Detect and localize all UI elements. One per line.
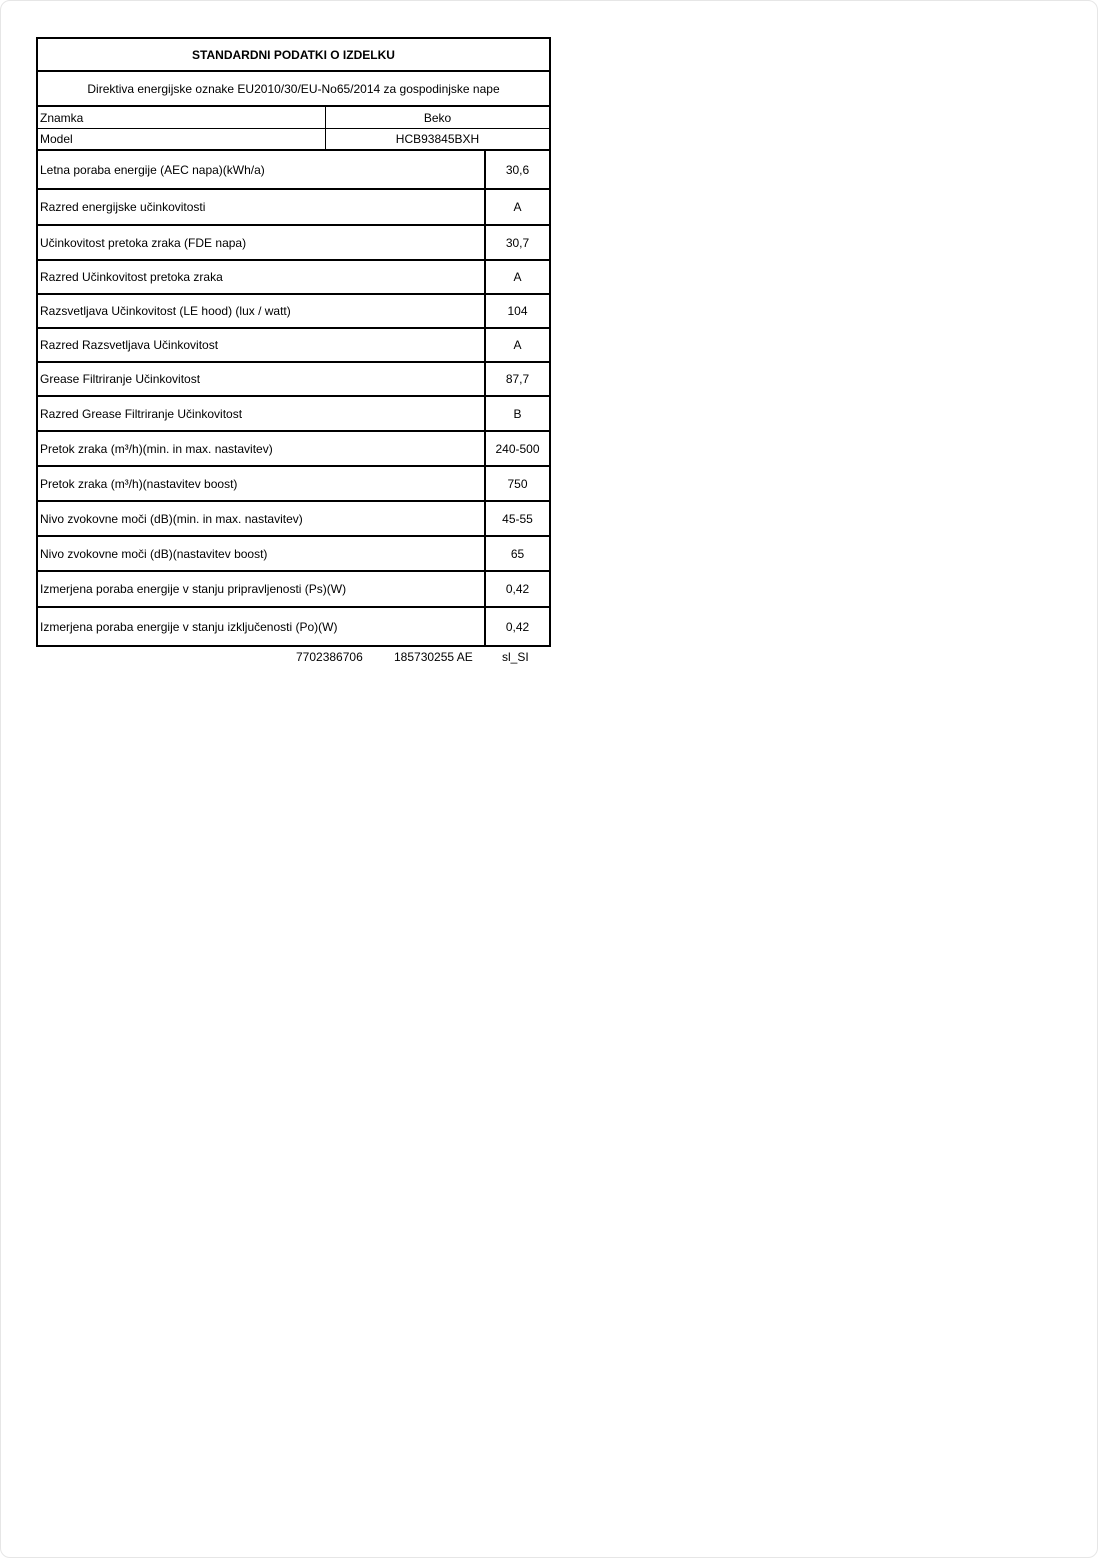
row-label: Nivo zvokovne moči (dB)(nastavitev boost) xyxy=(38,537,486,570)
row-value: 0,42 xyxy=(505,619,530,634)
row-value: 87,7 xyxy=(505,372,530,386)
row-label: Pretok zraka (m³/h)(min. in max. nastavitev) xyxy=(38,432,486,465)
row-label: Pretok zraka (m³/h)(nastavitev boost) xyxy=(38,467,486,500)
row-value: A xyxy=(513,270,522,284)
footer-code-2: 185730255 AE xyxy=(394,650,473,664)
footer-code-1: 7702386706 xyxy=(296,650,363,664)
row-label: Izmerjena poraba energije v stanju izključenosti (Po)(W) xyxy=(38,608,486,645)
table-title: STANDARDNI PODATKI O IZDELKU xyxy=(38,39,549,72)
table-row xyxy=(38,363,549,397)
brand-row xyxy=(38,107,549,129)
model-label: Model xyxy=(38,129,326,149)
table-row xyxy=(38,151,549,190)
row-label: Grease Filtriranje Učinkovitost xyxy=(38,363,486,395)
row-value: A xyxy=(513,200,522,214)
table-row xyxy=(38,190,549,226)
row-value: 750 xyxy=(507,476,528,491)
row-label: Razred Razsvetljava Učinkovitost xyxy=(38,329,486,361)
row-value: 65 xyxy=(510,546,525,561)
brand-label: Znamka xyxy=(38,107,326,128)
product-data-table xyxy=(36,37,551,647)
row-label: Razred energijske učinkovitosti xyxy=(38,190,486,224)
row-value: B xyxy=(513,406,522,421)
data-rows xyxy=(38,151,549,645)
row-label: Učinkovitost pretoka zraka (FDE napa) xyxy=(38,226,486,259)
row-label: Razred Grease Filtriranje Učinkovitost xyxy=(38,397,486,430)
table-row xyxy=(38,261,549,295)
row-value: 30,6 xyxy=(505,162,530,177)
row-value: 45-55 xyxy=(502,511,533,526)
model-value: HCB93845BXH xyxy=(395,132,480,146)
table-row xyxy=(38,467,549,502)
table-row xyxy=(38,397,549,432)
row-label: Nivo zvokovne moči (dB)(min. in max. nastavitev) xyxy=(38,502,486,535)
row-label: Razsvetljava Učinkovitost (LE hood) (lux / watt) xyxy=(38,295,486,327)
table-row xyxy=(38,572,549,608)
row-label: Razred Učinkovitost pretoka zraka xyxy=(38,261,486,293)
footer-locale: sl_SI xyxy=(502,650,529,664)
brand-value: Beko xyxy=(423,110,452,125)
row-label: Letna poraba energije (AEC napa)(kWh/a) xyxy=(38,151,486,188)
table-row xyxy=(38,608,549,645)
table-row xyxy=(38,295,549,329)
table-row xyxy=(38,537,549,572)
table-row xyxy=(38,432,549,467)
model-row xyxy=(38,129,549,151)
row-value: A xyxy=(513,338,522,352)
row-value: 104 xyxy=(507,304,528,318)
row-value: 240-500 xyxy=(495,441,540,456)
row-label: Izmerjena poraba energije v stanju pripravljenosti (Ps)(W) xyxy=(38,572,486,606)
table-row xyxy=(38,502,549,537)
row-value: 30,7 xyxy=(505,235,530,250)
directive-text: Direktiva energijske oznake EU2010/30/EU-No65/2014 za gospodinjske nape xyxy=(38,72,549,107)
table-row xyxy=(38,226,549,261)
table-row xyxy=(38,329,549,363)
row-value: 0,42 xyxy=(505,582,530,596)
